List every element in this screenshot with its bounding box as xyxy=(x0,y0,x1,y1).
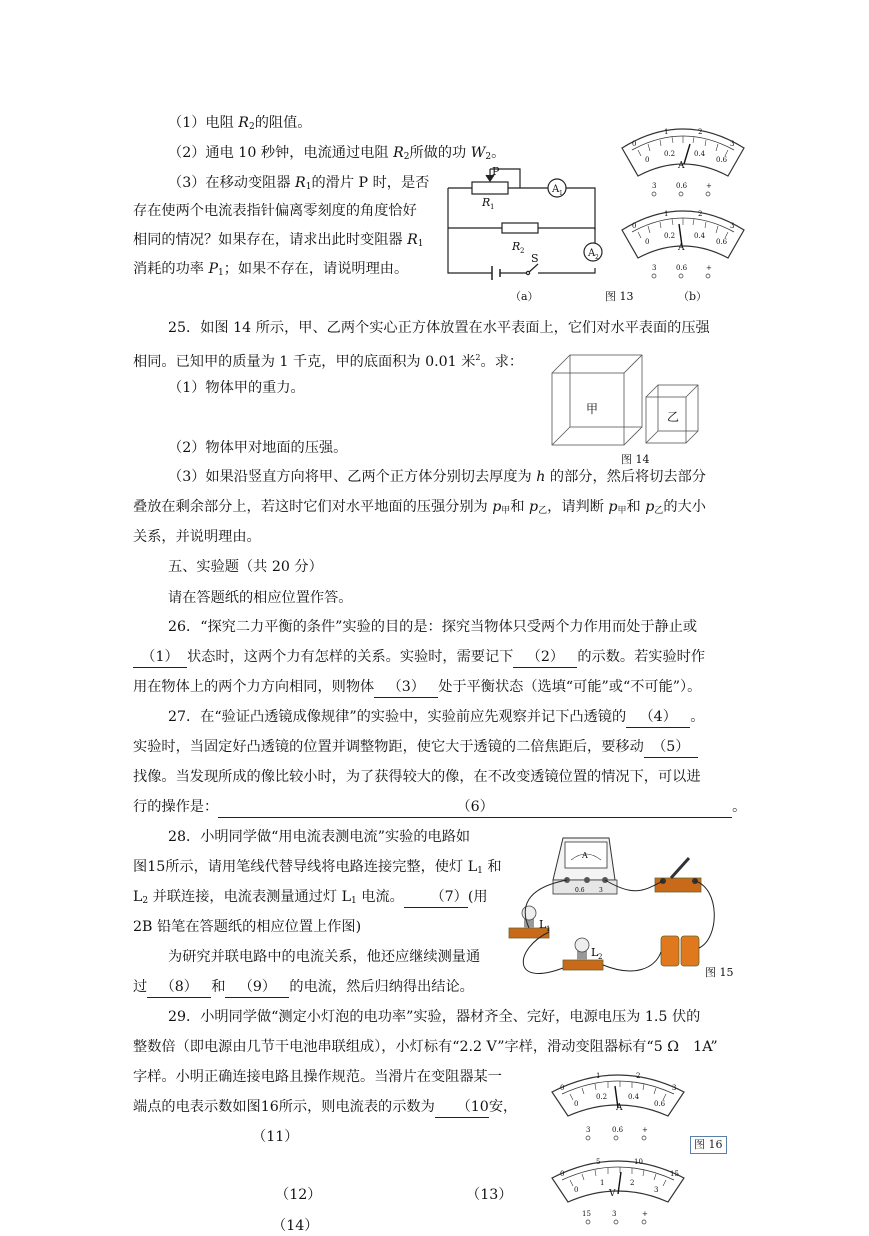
svg-text:L: L xyxy=(591,946,599,959)
svg-text:0.6: 0.6 xyxy=(716,156,728,164)
ammeter-device xyxy=(553,838,617,894)
svg-text:0: 0 xyxy=(574,1100,579,1108)
svg-text:2: 2 xyxy=(630,1179,635,1187)
q28-line-4: 2B 铅笔在答题纸的相应位置上作图) xyxy=(133,919,362,935)
svg-text:R: R xyxy=(512,240,521,253)
answer-blank-5: （5） xyxy=(644,737,698,758)
figure-13a-circuit xyxy=(440,160,615,282)
svg-text:R: R xyxy=(482,196,491,209)
q28-line-5: 为研究并联电路中的电流关系，他还应继续测量通 xyxy=(168,949,481,965)
q24-line-2: （2）通电 10 秒钟，电流通过电阻 $R_2$所做的功 $W_2$。 xyxy=(168,145,506,162)
svg-text:3: 3 xyxy=(672,1084,677,1092)
svg-text:+: + xyxy=(642,1126,648,1134)
answer-blank-10: （10 xyxy=(435,1097,489,1118)
battery-pack xyxy=(661,936,699,966)
svg-text:15: 15 xyxy=(582,1210,591,1218)
svg-text:0.4: 0.4 xyxy=(694,150,706,158)
fig14-jia-label: 甲 xyxy=(586,402,599,416)
fig13-p-label: P xyxy=(492,165,500,178)
svg-text:2: 2 xyxy=(636,1072,641,1080)
fig13-caption: 图 13 xyxy=(605,290,634,303)
fig13-b-label: （b） xyxy=(678,290,708,303)
svg-text:1: 1 xyxy=(600,1179,605,1187)
svg-text:1: 1 xyxy=(596,1072,601,1080)
svg-text:3: 3 xyxy=(599,887,603,894)
q29-line-4: 端点的电表示数如图16所示，则电流表的示数为 （10安， xyxy=(133,1097,517,1118)
q24-line-6: 消耗的功率 $P_1$；如果不存在，请说明理由。 xyxy=(133,261,409,278)
fig15-caption: 图 15 xyxy=(705,966,734,979)
figure-16-voltmeter xyxy=(548,1152,688,1228)
q29-line-3: 字样。小明正确连接电路且操作规范。当滑片在变阻器某一 xyxy=(133,1069,502,1085)
lamp-L2 xyxy=(563,938,603,970)
svg-text:0: 0 xyxy=(574,1186,579,1194)
svg-text:2: 2 xyxy=(595,254,599,261)
q28-line-2: 图15所示，请用笔线代替导线将电路连接完整，使灯 $L_1$ 和 xyxy=(133,859,502,876)
q28-line-1: 28．小明同学做“用电流表测电流”实验的电路如 xyxy=(168,829,471,845)
q24-line-1: （1）电阻 $R_2$的阻值。 xyxy=(168,115,312,132)
figure-13b-ammeter-1 xyxy=(618,118,748,198)
svg-text:+: + xyxy=(642,1210,648,1218)
q28-line-6: 过 （8） 和 （9） 的电流，然后归纳得出结论。 xyxy=(133,977,474,998)
q25-line-6: 叠放在剩余部分上，若这时它们对水平地面的压强分别为 $p_甲$和 $p_乙$，请判断 $p_甲$和 $p_乙$的大小 xyxy=(133,499,706,516)
svg-text:+: + xyxy=(706,264,712,272)
svg-text:0: 0 xyxy=(560,1084,565,1092)
answer-blank-8: （8） xyxy=(147,977,211,998)
svg-text:0: 0 xyxy=(632,140,637,148)
svg-text:3: 3 xyxy=(652,182,657,190)
q24-line-5: 相同的情况？如果存在，请求出此时变阻器 $R_1$ xyxy=(133,232,424,249)
q26-line-2: （1） 状态时，这两个力有怎样的关系。实验时，需要记下 （2） 的示数。若实验时作 xyxy=(133,647,705,668)
answer-blank-9: （9） xyxy=(225,977,289,998)
q27-line-3: 找像。当发现所成的像比较小时，为了获得较大的像，在不改变透镜位置的情况下，可以进 xyxy=(133,769,701,785)
figure-13b-ammeter-2 xyxy=(618,200,748,280)
svg-text:1: 1 xyxy=(664,210,669,218)
svg-text:5: 5 xyxy=(596,1158,601,1166)
svg-text:0: 0 xyxy=(645,238,650,246)
q27-line-1: 27．在“验证凸透镜成像规律”的实验中，实验前应先观察并记下凸透镜的 （4） 。 xyxy=(168,707,704,728)
q29-line-1: 29．小明同学做“测定小灯泡的电功率”实验，器材齐全、完好，电源电压为 1.5 伏的 xyxy=(168,1009,701,1025)
svg-text:0.2: 0.2 xyxy=(596,1093,608,1101)
q25-line-3: （1）物体甲的重力。 xyxy=(168,380,305,396)
q25-line-5: （3）如果沿竖直方向将甲、乙两个正方体分别切去厚度为 h 的部分，然后将切去部分 xyxy=(168,469,706,485)
fig14-caption: 图 14 xyxy=(621,453,650,466)
q24-line-3: （3）在移动变阻器 $R_1$的滑片 P 时，是否 xyxy=(168,175,430,192)
svg-text:10: 10 xyxy=(634,1158,643,1166)
q24-line-4: 存在使两个电流表指针偏离零刻度的角度恰好 xyxy=(133,203,417,219)
svg-text:3: 3 xyxy=(612,1210,617,1218)
answer-blank-6: （6） xyxy=(218,797,732,818)
svg-text:0: 0 xyxy=(645,156,650,164)
svg-text:L: L xyxy=(539,918,547,931)
svg-text:2: 2 xyxy=(520,247,525,255)
fig14-yi-label: 乙 xyxy=(667,410,680,424)
switch xyxy=(655,858,701,892)
answer-label-12: （12） xyxy=(275,1187,322,1203)
section-5-note: 请在答题纸的相应位置作答。 xyxy=(168,590,353,606)
figure-16-ammeter xyxy=(548,1066,688,1144)
svg-text:0: 0 xyxy=(632,222,637,230)
answer-blank-4: （4） xyxy=(626,707,690,728)
q28-line-3: $L_2$ 并联连接，电流表测量通过灯 $L_1$ 电流。 （7）(用 xyxy=(133,889,488,906)
svg-text:0.2: 0.2 xyxy=(664,150,676,158)
svg-text:1: 1 xyxy=(559,190,563,197)
svg-text:0.2: 0.2 xyxy=(664,232,676,240)
answer-blank-3: （3） xyxy=(374,677,438,698)
svg-text:3: 3 xyxy=(652,264,657,272)
svg-text:1: 1 xyxy=(546,925,551,933)
q25-line-1: 25．如图 14 所示，甲、乙两个实心正方体放置在水平表面上，它们对水平表面的压强 xyxy=(168,320,710,336)
q25-line-2: 相同。已知甲的质量为 1 千克，甲的底面积为 0.01 米$^2$。求： xyxy=(133,353,524,370)
svg-text:A: A xyxy=(552,184,560,195)
q25-line-4: （2）物体甲对地面的压强。 xyxy=(168,440,348,456)
svg-text:2: 2 xyxy=(698,210,703,218)
svg-text:1: 1 xyxy=(490,203,495,211)
answer-blank-7: （7） xyxy=(404,887,468,908)
answer-label-14: （14） xyxy=(272,1218,319,1234)
q26-line-1: 26．“探究二力平衡的条件”实验的目的是：探究当物体只受两个力作用而处于静止或 xyxy=(168,619,698,635)
svg-text:0.6: 0.6 xyxy=(612,1126,624,1134)
svg-text:V: V xyxy=(609,1189,616,1199)
svg-text:0.6: 0.6 xyxy=(676,182,688,190)
q27-line-4: 行的操作是： （6） 。 xyxy=(133,797,746,818)
fig16-caption: 图 16 xyxy=(690,1136,727,1154)
svg-text:3: 3 xyxy=(654,1186,659,1194)
svg-text:15: 15 xyxy=(670,1170,679,1178)
svg-text:0.6: 0.6 xyxy=(654,1100,666,1108)
svg-text:0: 0 xyxy=(560,1170,565,1178)
section-5-title: 五、实验题（共 20 分） xyxy=(168,559,323,575)
svg-text:A: A xyxy=(588,248,596,259)
answer-label-13: （13） xyxy=(466,1187,513,1203)
svg-text:2: 2 xyxy=(598,953,603,961)
answer-label-11: （11） xyxy=(252,1129,299,1145)
svg-text:1: 1 xyxy=(664,128,669,136)
svg-text:2: 2 xyxy=(698,128,703,136)
svg-text:A: A xyxy=(616,1103,623,1113)
svg-text:0.6: 0.6 xyxy=(676,264,688,272)
svg-text:3: 3 xyxy=(586,1126,591,1134)
fig13-a-label: （a） xyxy=(510,290,539,303)
q25-line-7: 关系，并说明理由。 xyxy=(133,529,261,545)
q27-line-2: 实验时，当固定好凸透镜的位置并调整物距，使它大于透镜的二倍焦距后，要移动 （5） xyxy=(133,737,698,758)
svg-text:0.4: 0.4 xyxy=(628,1093,640,1101)
svg-text:A: A xyxy=(678,161,685,171)
answer-blank-2: （2） xyxy=(513,647,577,668)
svg-text:3: 3 xyxy=(730,140,735,148)
svg-text:S: S xyxy=(531,252,539,265)
svg-text:0.6: 0.6 xyxy=(575,887,585,894)
svg-text:3: 3 xyxy=(730,222,735,230)
q26-line-3: 用在物体上的两个力方向相同，则物体 （3） 处于平衡状态（选填“可能”或“不可能”）。 xyxy=(133,677,701,698)
lamp-L1 xyxy=(509,906,550,938)
svg-text:0.6: 0.6 xyxy=(716,238,728,246)
svg-text:A: A xyxy=(678,243,685,253)
svg-text:+: + xyxy=(706,182,712,190)
svg-text:0.4: 0.4 xyxy=(694,232,706,240)
q29-line-2: 整数倍（即电源由几节干电池串联组成），小灯标有“2.2 V”字样，滑动变阻器标有“5 Ω 1A” xyxy=(133,1039,718,1055)
answer-blank-1: （1） xyxy=(133,647,187,668)
svg-text:A: A xyxy=(582,851,588,860)
